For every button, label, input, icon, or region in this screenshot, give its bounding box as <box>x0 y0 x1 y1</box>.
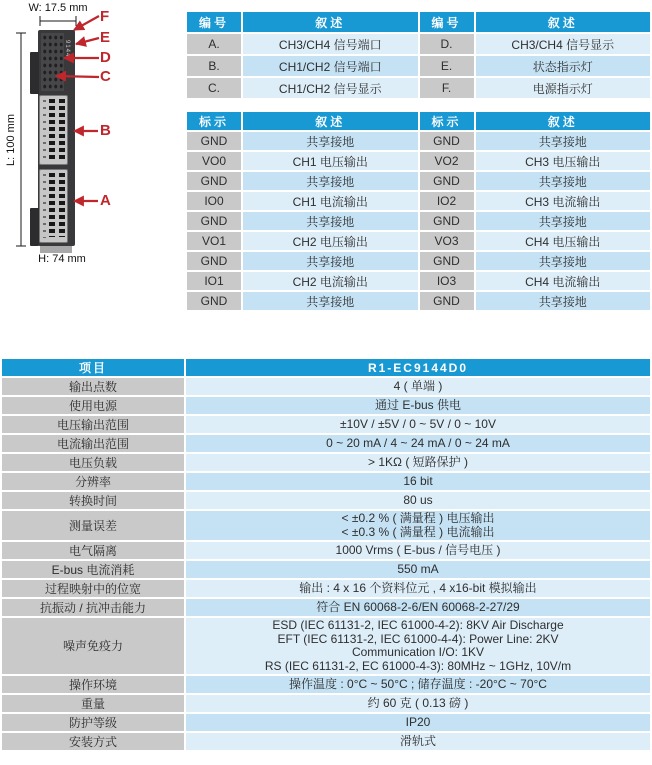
spec-value-cell <box>186 618 650 674</box>
spec-label-cell: 安装方式 <box>2 733 184 750</box>
header-cell: 编号 <box>187 12 241 32</box>
spec-label-cell: 使用电源 <box>2 397 184 414</box>
length-dimension-label: L: 100 mm <box>5 114 17 166</box>
header-cell: 标示 <box>187 112 241 130</box>
header-cell: 叙述 <box>476 112 651 130</box>
callout-letter-f: F <box>100 8 110 25</box>
key-cell: GND <box>420 252 474 270</box>
desc-cell: CH2 电压输出 <box>243 232 418 250</box>
header-cell: 叙述 <box>476 12 651 32</box>
key-cell: IO0 <box>187 192 241 210</box>
key-cell: D. <box>420 34 474 54</box>
spec-value-line: < ±0.3 % ( 满量程 ) 电流输出 <box>341 524 495 539</box>
key-cell: GND <box>187 252 241 270</box>
spec-label-cell: 噪声免疫力 <box>2 618 184 674</box>
key-cell: IO2 <box>420 192 474 210</box>
spec-value-cell <box>186 599 650 616</box>
key-cell: IO3 <box>420 272 474 290</box>
key-cell: GND <box>420 212 474 230</box>
desc-cell: CH4 电压输出 <box>476 232 651 250</box>
desc-cell: 共享接地 <box>243 252 418 270</box>
terminal-block-lower <box>39 169 68 243</box>
spec-label-cell: 分辨率 <box>2 473 184 490</box>
spec-value-line: 符合 EN 60068-2-6/EN 60068-2-27/29 <box>316 599 520 614</box>
spec-value-line: 16 bit <box>403 473 433 488</box>
desc-cell: CH1/CH2 信号端口 <box>243 56 418 76</box>
desc-cell: 共享接地 <box>243 292 418 310</box>
din-clip-top <box>30 52 39 94</box>
module-side-label: 9144 <box>64 40 70 58</box>
key-cell: GND <box>187 132 241 150</box>
spec-value-line: 输出 : 4 x 16 个资料位元 , 4 x16-bit 模拟输出 <box>299 580 537 595</box>
key-cell: VO3 <box>420 232 474 250</box>
key-cell: A. <box>187 34 241 54</box>
spec-value-cell <box>186 561 650 578</box>
desc-cell: CH3 电流输出 <box>476 192 651 210</box>
spec-label-cell: 操作环境 <box>2 676 184 693</box>
callout-letter-a: A <box>100 192 111 209</box>
key-cell: GND <box>420 292 474 310</box>
width-dimension-line <box>40 16 76 26</box>
header-cell: 叙述 <box>243 112 418 130</box>
desc-cell: 共享接地 <box>476 132 651 150</box>
spec-table <box>2 359 650 750</box>
desc-cell: 共享接地 <box>243 172 418 190</box>
spec-value-cell <box>186 492 650 509</box>
terminal-table <box>187 112 650 310</box>
header-cell: 编号 <box>420 12 474 32</box>
desc-cell: CH3 电压输出 <box>476 152 651 170</box>
desc-cell: CH1 电流输出 <box>243 192 418 210</box>
din-clip-bottom <box>30 208 39 246</box>
desc-cell: CH3/CH4 信号显示 <box>476 34 651 54</box>
callout-arrow-f <box>74 16 99 30</box>
desc-cell: 共享接地 <box>476 292 651 310</box>
spec-value-cell <box>186 397 650 414</box>
spec-value-line: 滑轨式 <box>399 733 436 748</box>
desc-cell: 共享接地 <box>476 252 651 270</box>
spec-label-cell: 转换时间 <box>2 492 184 509</box>
spec-label-cell: 重量 <box>2 695 184 712</box>
spec-label-cell: 电气隔离 <box>2 542 184 559</box>
spec-value-cell <box>186 733 650 750</box>
key-cell: GND <box>420 172 474 190</box>
length-dimension-line <box>16 33 26 246</box>
spec-label-cell: 电流输出范围 <box>2 435 184 452</box>
callout-letter-d: D <box>100 49 111 66</box>
spec-value-cell <box>186 676 650 693</box>
desc-cell: 共享接地 <box>243 132 418 150</box>
callout-letter-b: B <box>100 122 111 139</box>
height-dimension-label: H: 74 mm <box>38 253 86 265</box>
spec-value-line: 通过 E-bus 供电 <box>374 397 462 412</box>
desc-cell: CH3/CH4 信号端口 <box>243 34 418 54</box>
callout-letter-c: C <box>100 68 111 85</box>
spec-value-line: Communication I/O: 1KV <box>351 645 485 659</box>
desc-cell: CH1 电压输出 <box>243 152 418 170</box>
desc-cell: CH1/CH2 信号显示 <box>243 78 418 98</box>
spec-value-line: < ±0.2 % ( 满量程 ) 电压输出 <box>341 511 495 525</box>
spec-value-cell <box>186 416 650 433</box>
spec-value-line: IP20 <box>405 714 431 729</box>
header-cell: 项目 <box>2 359 184 376</box>
spec-value-line: EFT (IEC 61131-2, IEC 61000-4-4): Power Line: 2KV <box>277 631 559 646</box>
spec-label-cell: 测量误差 <box>2 511 184 540</box>
key-cell: GND <box>187 292 241 310</box>
callout-table <box>187 12 650 98</box>
spec-value-cell <box>186 580 650 597</box>
spec-label-cell: 抗振动 / 抗冲击能力 <box>2 599 184 616</box>
spec-value-line: 操作温度 : 0°C ~ 50°C ; 储存温度 : -20°C ~ 70°C <box>289 676 547 691</box>
key-cell: GND <box>420 132 474 150</box>
spec-value-cell <box>186 542 650 559</box>
spec-label-cell: 电压负载 <box>2 454 184 471</box>
spec-value-line: 4 ( 单端 ) <box>393 378 443 393</box>
key-cell: VO2 <box>420 152 474 170</box>
module-vent-grid <box>41 33 64 91</box>
key-cell: F. <box>420 78 474 98</box>
spec-value-cell <box>186 695 650 712</box>
key-cell: C. <box>187 78 241 98</box>
spec-value-cell <box>186 511 650 540</box>
spec-label-cell: 电压输出范围 <box>2 416 184 433</box>
spec-value-cell <box>186 473 650 490</box>
key-cell: VO1 <box>187 232 241 250</box>
spec-value-cell <box>186 454 650 471</box>
header-cell: 叙述 <box>243 12 418 32</box>
key-cell: GND <box>187 212 241 230</box>
callout-letter-e: E <box>100 29 111 46</box>
spec-value-line: 550 mA <box>397 561 439 576</box>
desc-cell: CH2 电流输出 <box>243 272 418 290</box>
desc-cell: 状态指示灯 <box>476 56 651 76</box>
spec-value-line: ESD (IEC 61131-2, IEC 61000-4-2): 8KV Air Discharge <box>272 618 564 632</box>
key-cell: VO0 <box>187 152 241 170</box>
key-cell: E. <box>420 56 474 76</box>
key-cell: B. <box>187 56 241 76</box>
spec-value-line: > 1KΩ ( 短路保护 ) <box>368 454 468 469</box>
spec-value-line: 1000 Vrms ( E-bus / 信号电压 ) <box>335 542 501 557</box>
spec-value-line: 80 us <box>403 492 433 507</box>
spec-label-cell: 防护等级 <box>2 714 184 731</box>
device-diagram <box>0 0 185 290</box>
spec-value-line: RS (IEC 61131-2, EC 61000-4-3): 80MHz ~ 1GHz, 10V/m <box>264 658 572 673</box>
key-cell: IO1 <box>187 272 241 290</box>
spec-value-cell <box>186 435 650 452</box>
spec-value-cell <box>186 714 650 731</box>
spec-value-line: 0 ~ 20 mA / 4 ~ 24 mA / 0 ~ 24 mA <box>326 435 510 450</box>
spec-value-cell <box>186 378 650 395</box>
spec-value-line: ±10V / ±5V / 0 ~ 5V / 0 ~ 10V <box>340 416 496 431</box>
desc-cell: 电源指示灯 <box>476 78 651 98</box>
spec-value-line: 约 60 克 ( 0.13 磅 ) <box>367 695 469 710</box>
key-cell: GND <box>187 172 241 190</box>
desc-cell: 共享接地 <box>476 172 651 190</box>
module-foot <box>40 246 72 253</box>
desc-cell: CH4 电流输出 <box>476 272 651 290</box>
callout-arrow-e <box>76 38 99 44</box>
dimension-and-arrow-overlay <box>0 0 185 290</box>
terminal-block-upper <box>39 95 68 165</box>
header-cell: R1-EC9144D0 <box>186 359 650 376</box>
spec-label-cell: 过程映射中的位宽 <box>2 580 184 597</box>
spec-label-cell: 输出点数 <box>2 378 184 395</box>
desc-cell: 共享接地 <box>476 212 651 230</box>
width-dimension-label: W: 17.5 mm <box>28 2 88 14</box>
desc-cell: 共享接地 <box>243 212 418 230</box>
spec-label-cell: E-bus 电流消耗 <box>2 561 184 578</box>
header-cell: 标示 <box>420 112 474 130</box>
